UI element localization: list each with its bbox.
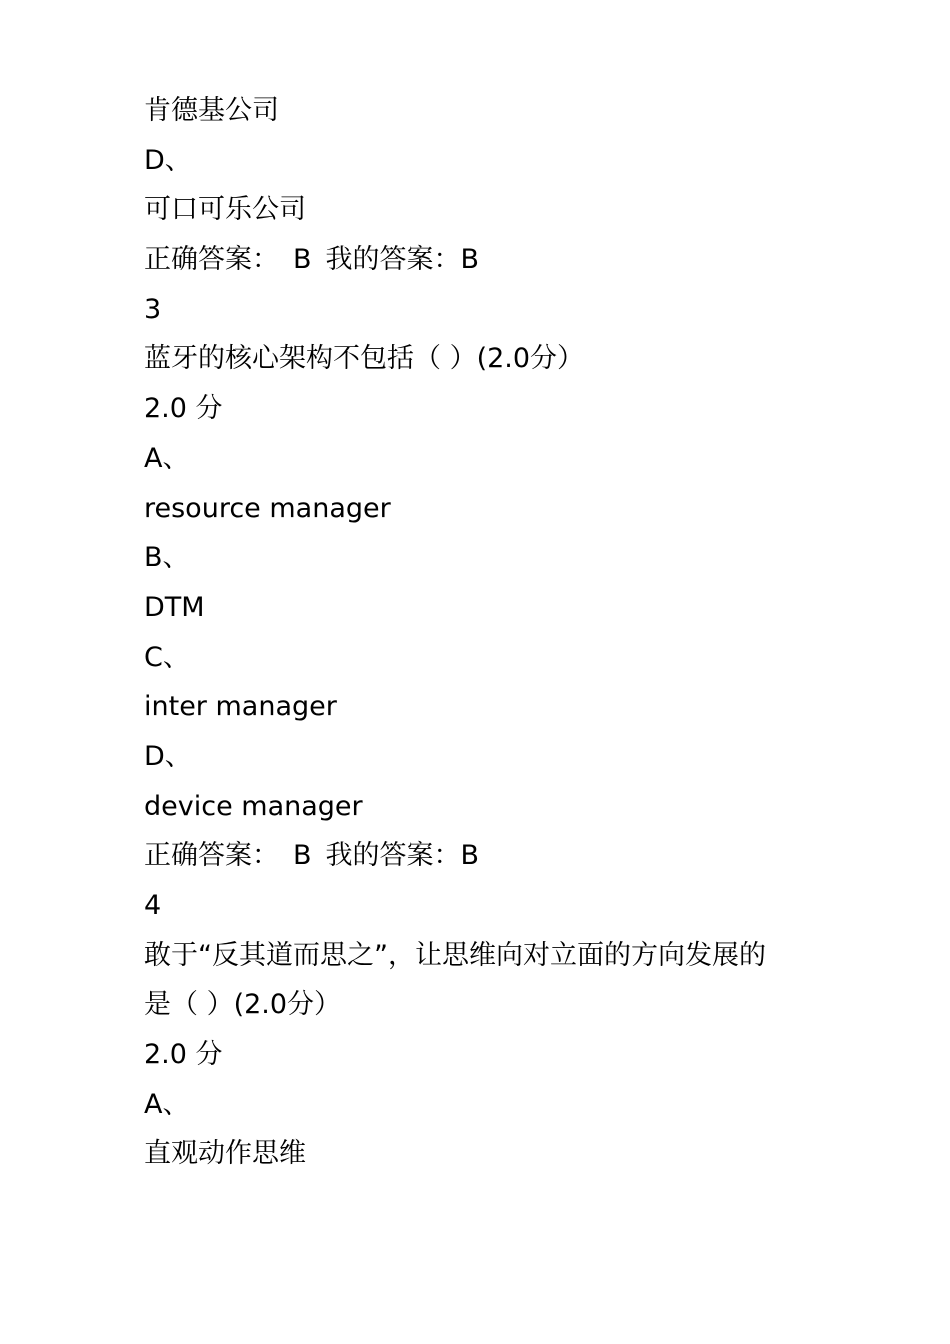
q3-option-c-text: inter manager (144, 691, 337, 723)
q2-my-answer-label: 我的答案： (325, 244, 461, 276)
q3-option-c-label: C、 (144, 641, 190, 673)
q3-correct-answer-value: B (293, 840, 312, 872)
q4-stem-line-1: 敢于“反其道而思之”，让思维向对立面的方向发展的 (144, 939, 766, 971)
q2-option-c-text: 肯德基公司 (144, 95, 279, 126)
q3-option-a-label: A、 (144, 442, 190, 474)
q4-option-a-text: 直观动作思维 (144, 1138, 306, 1170)
document-page (144, 86, 824, 1179)
q2-my-answer-value: B (460, 244, 480, 276)
q2-correct-answer-label: 正确答案： (144, 244, 279, 276)
q3-option-b-label: B、 (144, 542, 190, 574)
q3-option-d-text: device manager (144, 790, 363, 822)
q3-my-answer-label: 我的答案： (325, 840, 461, 872)
q3-correct-answer-label: 正确答案： (144, 840, 279, 872)
q4-stem-line-2: 是（ ）(2.0分） (144, 989, 342, 1021)
q3-my-answer-value: B (460, 840, 480, 872)
q4-option-a-label: A、 (144, 1088, 190, 1120)
q4-score: 2.0 分 (144, 1039, 223, 1071)
q3-stem: 蓝牙的核心架构不包括（ ）(2.0分） (144, 343, 585, 375)
q2-option-d-text: 可口可乐公司 (144, 194, 306, 226)
q2-answer-line (144, 235, 824, 285)
q3-score: 2.0 分 (144, 393, 223, 425)
q3-option-a-text: resource manager (144, 492, 391, 524)
q3-option-b-text: DTM (144, 591, 205, 623)
q2-correct-answer-value: B (293, 244, 312, 276)
q3-option-d-label: D、 (144, 740, 192, 772)
q4-number: 4 (144, 890, 162, 921)
q2-option-d-label: D、 (144, 144, 192, 176)
q3-answer-line (144, 831, 824, 881)
q3-number: 3 (144, 293, 162, 325)
